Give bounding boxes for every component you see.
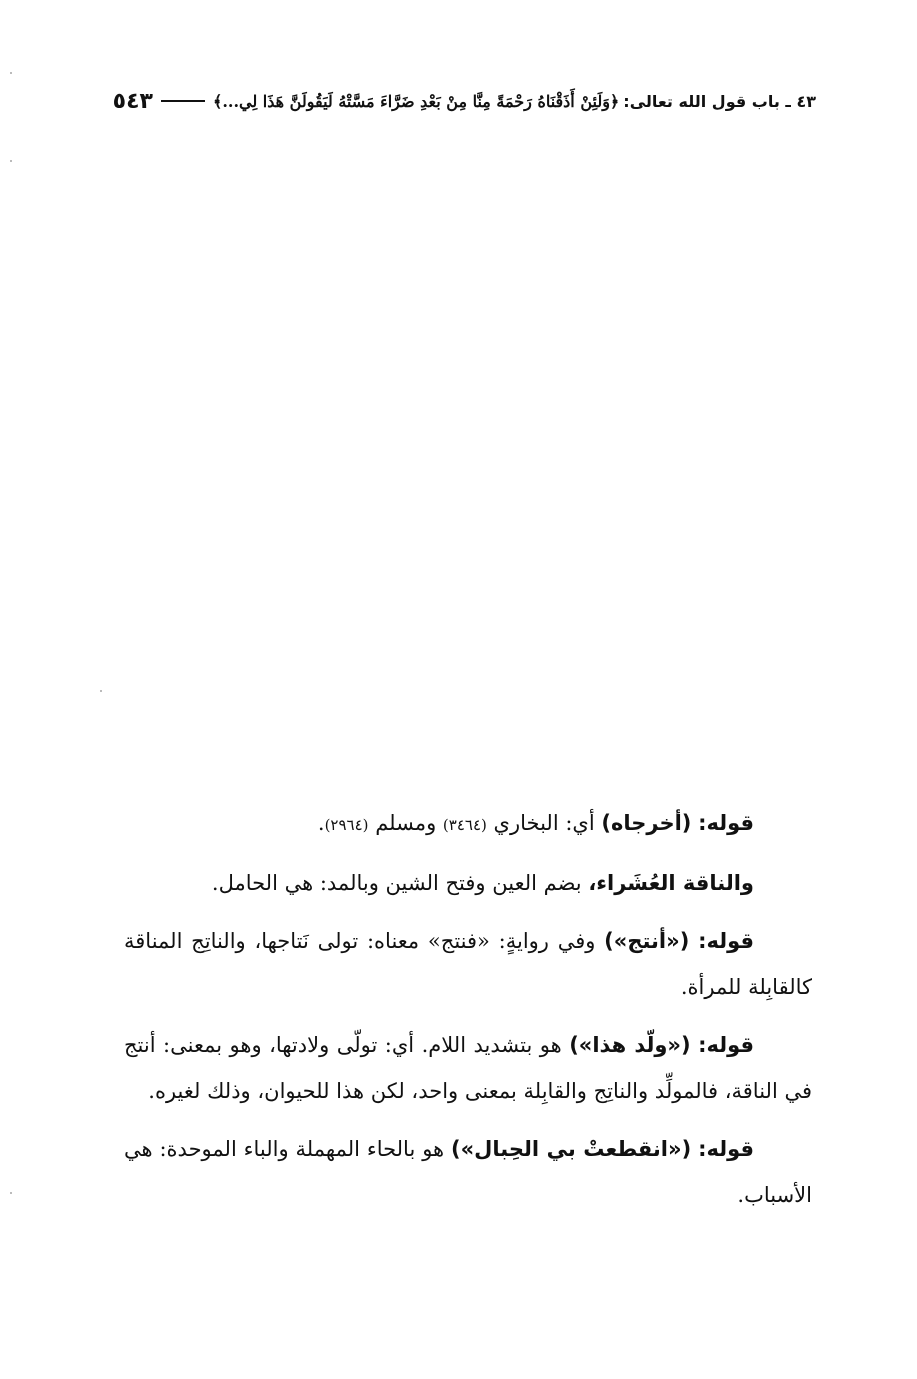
hadith-reference: (٣٤٦٤): [442, 816, 487, 834]
paragraph-text: بضم العين وفتح الشين وبالمد: هي الحامل.: [211, 871, 589, 895]
hadith-reference: (٢٩٦٤): [324, 816, 369, 834]
paragraph-text: .: [317, 811, 325, 835]
page-number: ٥٤٣: [112, 88, 153, 114]
paragraph-text: ومسلم: [368, 811, 443, 835]
scan-speck: [10, 1192, 12, 1194]
paragraph-lead: قوله:: [698, 811, 754, 835]
chapter-title: ٤٣ ـ باب قول الله تعالى:: [623, 91, 816, 111]
paragraph-text: وفي روايةٍ: «فنتج» معناه: تولى نَتاجها، والناتِج المناقة كالقابِلة للمرأة.: [124, 929, 812, 999]
commentary-text: [124, 800, 812, 1230]
paragraph-3: [124, 918, 812, 1010]
paragraph-lead: قوله:: [698, 1137, 754, 1161]
paragraph-text: أي: البخاري: [486, 811, 602, 835]
header-rule: [161, 100, 205, 102]
paragraph-5: [124, 1126, 812, 1218]
quran-verse: ﴿وَلَئِنْ أَذَقْنَاهُ رَحْمَةً مِنَّا مِنْ بَعْدِ ضَرَّاءَ مَسَّتْهُ لَيَقُولَنَّ هَذَا لِي...﴾: [212, 91, 620, 111]
paragraph-lead: قوله:: [698, 929, 754, 953]
scan-speck: [100, 690, 102, 692]
paragraph-lead: قوله:: [698, 1033, 754, 1057]
paragraph-lead: والناقة العُشَراء،: [588, 871, 754, 895]
paragraph-text: هو بتشديد اللام. أي: تولّى ولادتها، وهو بمعنى: أنتج في الناقة، فالمولِّد والناتِج والقابِلة بمعنى واحد، لكن هذا للحيوان، وذلك لغيره.: [124, 1033, 812, 1103]
running-header: [38, 84, 816, 118]
paragraph-4: [124, 1022, 812, 1114]
paragraph-1: [124, 800, 812, 848]
paragraph-2: [124, 860, 812, 906]
quoted-term: (أخرجاه): [601, 811, 692, 835]
scan-speck: [10, 72, 12, 74]
paragraph-text: هو بالحاء المهملة والباء الموحدة: هي الأسباب.: [124, 1137, 812, 1207]
quoted-term: («ولّد هذا»): [569, 1033, 691, 1057]
quoted-term: («أنتج»): [604, 929, 690, 953]
quoted-term: («انقطعتْ بي الحِبال»): [451, 1137, 692, 1161]
scan-speck: [10, 160, 12, 162]
